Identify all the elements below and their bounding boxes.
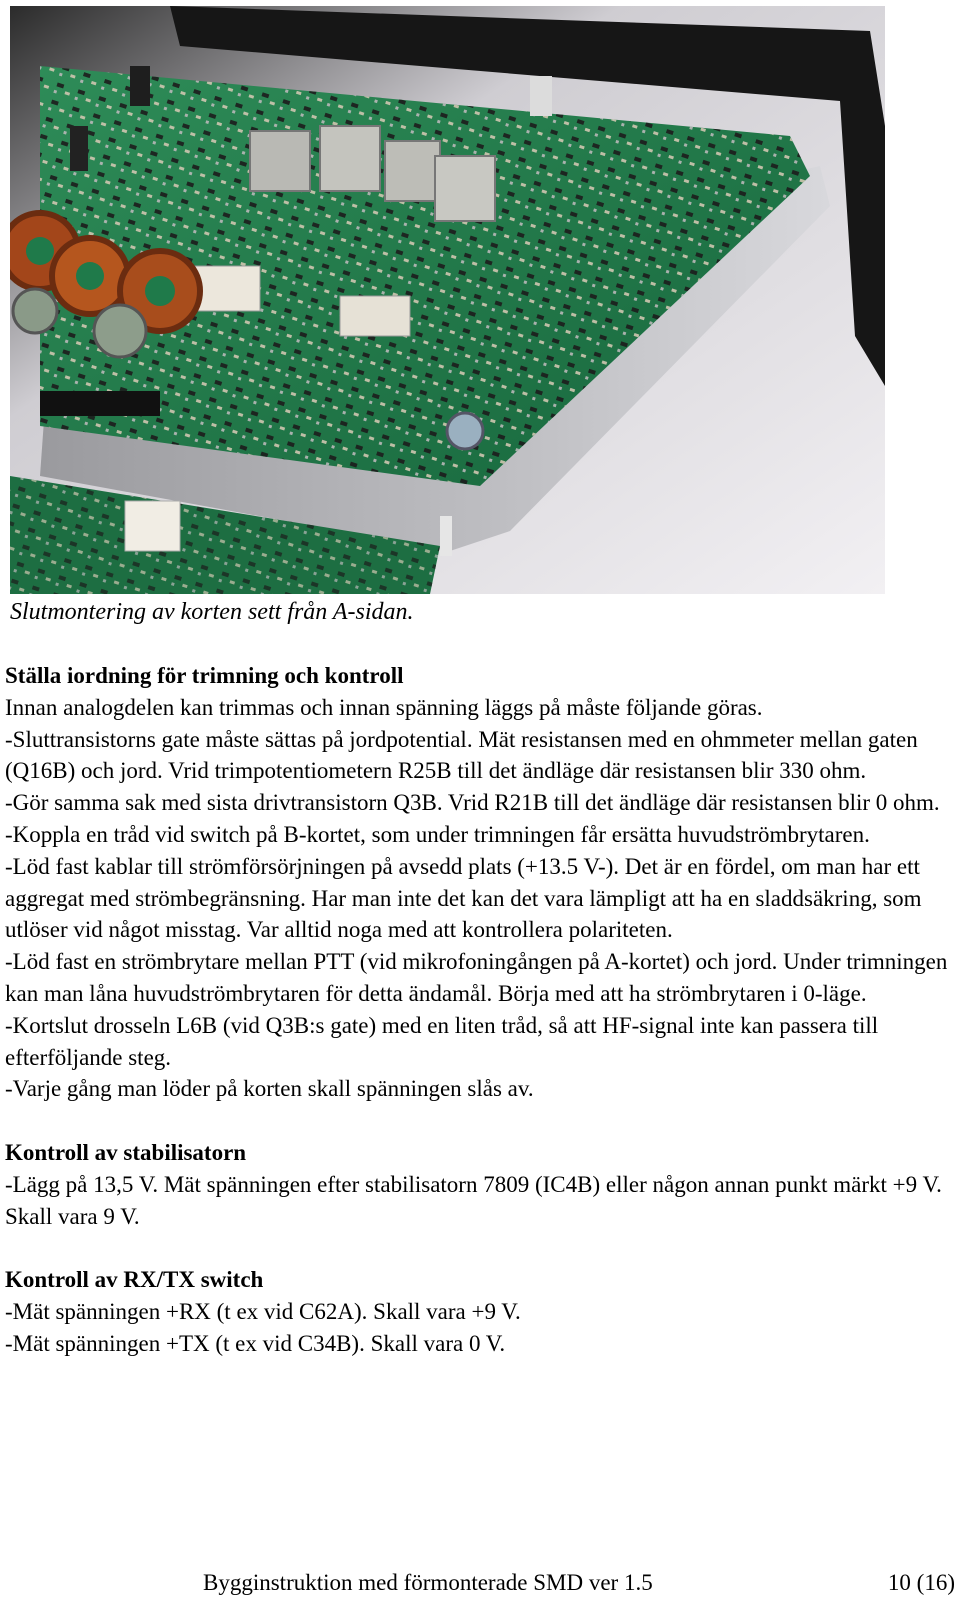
paragraph: -Gör samma sak med sista drivtransistorn Q3B. Vrid R21B till det ändläge där resistansen blir 0 ohm.: [5, 790, 940, 816]
page-number: 10 (16): [887, 1570, 955, 1595]
page-footer: [0, 1568, 960, 1598]
section-heading-rxtx-switch: Kontroll av RX/TX switch: [5, 1267, 264, 1293]
section-heading-stabilizer: Kontroll av stabilisatorn: [5, 1139, 247, 1165]
pcb-photo: [10, 6, 885, 594]
section-heading-trim-setup: Ställa iordning för trimning och kontroll: [5, 663, 404, 688]
paragraph: -Lägg på 13,5 V. Mät spänningen efter stabilisatorn 7809 (IC4B) eller någon annan punkt märkt +9 V. Skall vara 9 V.: [5, 1171, 942, 1229]
paragraph: -Kortslut drosseln L6B (vid Q3B:s gate) med en liten tråd, så att HF-signal inte kan passera till efterföljande steg.: [5, 1012, 879, 1070]
paragraph: -Löd fast en strömbrytare mellan PTT (vid mikrofoningången på A-kortet) och jord. Under trimningen kan man låna huvudströmbrytaren för detta ändamål. Börja med att ha strömbrytaren i 0-läge.: [5, 949, 948, 1006]
photo-caption: Slutmontering av korten sett från A-sidan.: [10, 599, 414, 625]
paragraph: -Mät spänningen +RX (t ex vid C62A). Skall vara +9 V.: [5, 1298, 521, 1324]
document-body: [5, 660, 955, 1360]
paragraph: Innan analogdelen kan trimmas och innan spänning läggs på måste följande göras.: [5, 694, 763, 720]
section-spacer: [5, 1232, 955, 1264]
section-spacer: [5, 1105, 955, 1137]
paragraph: -Mät spänningen +TX (t ex vid C34B). Skall vara 0 V.: [5, 1330, 506, 1356]
paragraph: -Sluttransistorns gate måste sättas på jordpotential. Mät resistansen med en ohmmeter mellan gaten (Q16B) och jord. Vrid trimpotentiometern R25B till det ändläge där resistansen blir 330 ohm.: [5, 726, 918, 784]
paragraph: -Varje gång man löder på korten skall spänningen slås av.: [5, 1076, 534, 1102]
pcb-photo-illustration: [10, 6, 885, 594]
paragraph: -Koppla en tråd vid switch på B-kortet, som under trimningen får ersätta huvudströmbrytaren.: [5, 821, 870, 847]
footer-title: Bygginstruktion med förmonterade SMD ver 1.5: [203, 1570, 653, 1595]
paragraph: -Löd fast kablar till strömförsörjningen på avsedd plats (+13.5 V-). Det är en fördel, om man har ett aggregat med strömbegränsning. Har man inte det kan det vara lämpligt att ha en sladdsäkring, som utlöser vid något misstag. Var alltid noga med att kontrollera polariteten.: [5, 853, 922, 943]
